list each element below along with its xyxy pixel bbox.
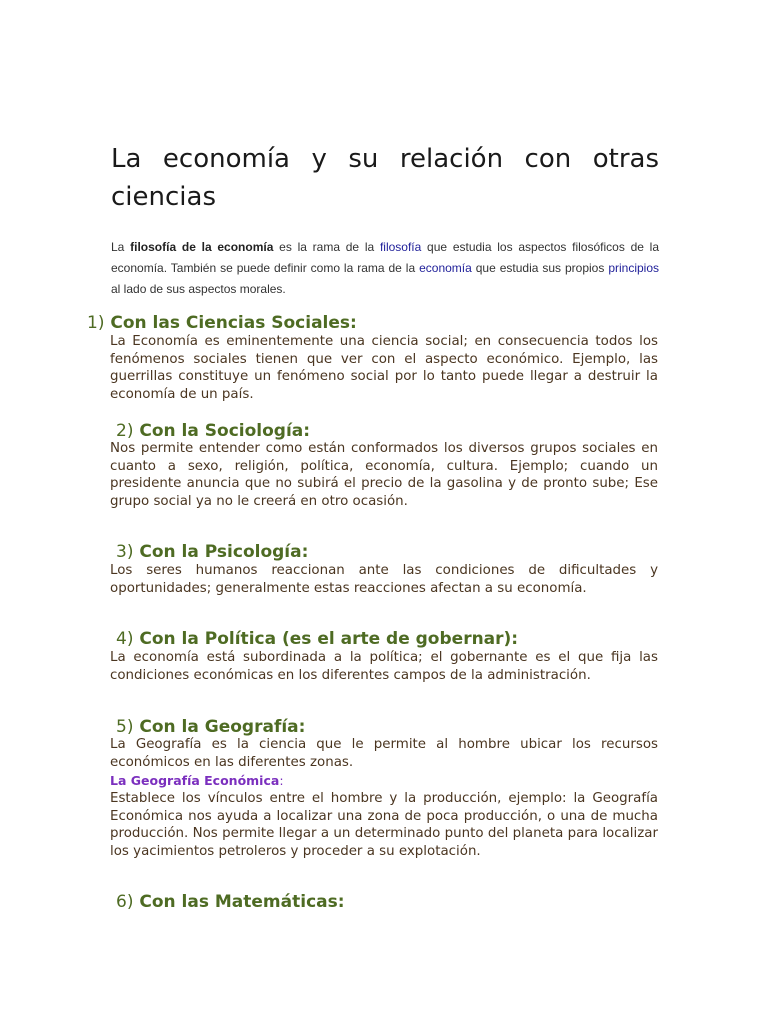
section-number: 4)	[116, 629, 134, 649]
page-title: La economía y su relación con otras ciencias	[111, 144, 659, 212]
section-text: Los seres humanos reaccionan ante las condiciones de dificultades y oportunidades; generalmente estas reacciones afectan a su economía.	[110, 563, 658, 596]
section-title: Con la Sociología:	[139, 421, 311, 441]
section-text: Establece los vínculos entre el hombre y la producción, ejemplo: la Geografía Económica nos ayuda a localizar una zona de poca producción, o una de mucha producción. Nos permite llegar a un determinado punto del planeta para localizar los yacimientos petroleros y proceder a su explotación.	[110, 791, 658, 859]
link-filosofia[interactable]: filosofía	[379, 240, 422, 254]
section-title: Con las Matemáticas:	[139, 892, 345, 912]
section-number: 3)	[116, 542, 134, 562]
intro-text: al lado de sus aspectos morales.	[111, 282, 286, 296]
section-heading	[116, 628, 518, 650]
section-number: 5)	[116, 717, 134, 737]
intro-text: que estudia sus propios	[471, 261, 609, 275]
intro-text: que estudia los aspectos filosóficos de la economía. También se puede definir como la rama de la	[111, 240, 660, 275]
section-number: 2)	[116, 421, 134, 441]
section-title: Con la Política (es el arte de gobernar):	[139, 629, 519, 649]
section-text: Nos permite entender como están conformados los diversos grupos sociales en cuanto a sexo, religión, política, economía, cultura. Ejemplo; cuando un presidente anuncia que no subirá el precio de la gasolina y de pronto sube; Ese grupo social ya no le creerá en otro ocasión.	[110, 441, 658, 509]
section-heading	[116, 420, 310, 442]
section-heading	[116, 541, 308, 563]
intro-paragraph	[111, 237, 659, 300]
intro-text: La	[111, 240, 131, 254]
section-title: Con la Psicología:	[139, 542, 309, 562]
sub-heading-colon: :	[279, 773, 284, 788]
section-text: La Economía es eminentemente una ciencia social; en consecuencia todos los fenómenos sociales tienen que ver con el aspecto económico. Ejemplo, las guerrillas constituye un fenómeno social por lo tanto puede llegar a destruir la economía de un país.	[110, 334, 658, 402]
section-text: La economía está subordinada a la política; el gobernante es el que fija las condiciones económicas en los diferentes campos de la administración.	[110, 650, 658, 683]
section-text: La Geografía es la ciencia que le permite al hombre ubicar los recursos económicos en las diferentes zonas.	[110, 737, 658, 770]
link-principios[interactable]: principios	[608, 261, 660, 275]
section-heading	[116, 891, 345, 913]
sub-heading-title: La Geografía Económica	[110, 773, 280, 788]
sub-heading	[110, 772, 284, 790]
section-title: Con la Geografía:	[139, 717, 306, 737]
section-number: 6)	[116, 892, 134, 912]
section-title: Con las Ciencias Sociales:	[110, 313, 357, 333]
section-heading	[87, 312, 357, 334]
link-economia[interactable]: economía	[419, 261, 472, 275]
intro-text: es la rama de la	[273, 240, 380, 254]
intro-bold-term: filosofía de la economía	[130, 240, 274, 254]
section-heading	[116, 716, 305, 738]
section-number: 1)	[87, 313, 105, 333]
